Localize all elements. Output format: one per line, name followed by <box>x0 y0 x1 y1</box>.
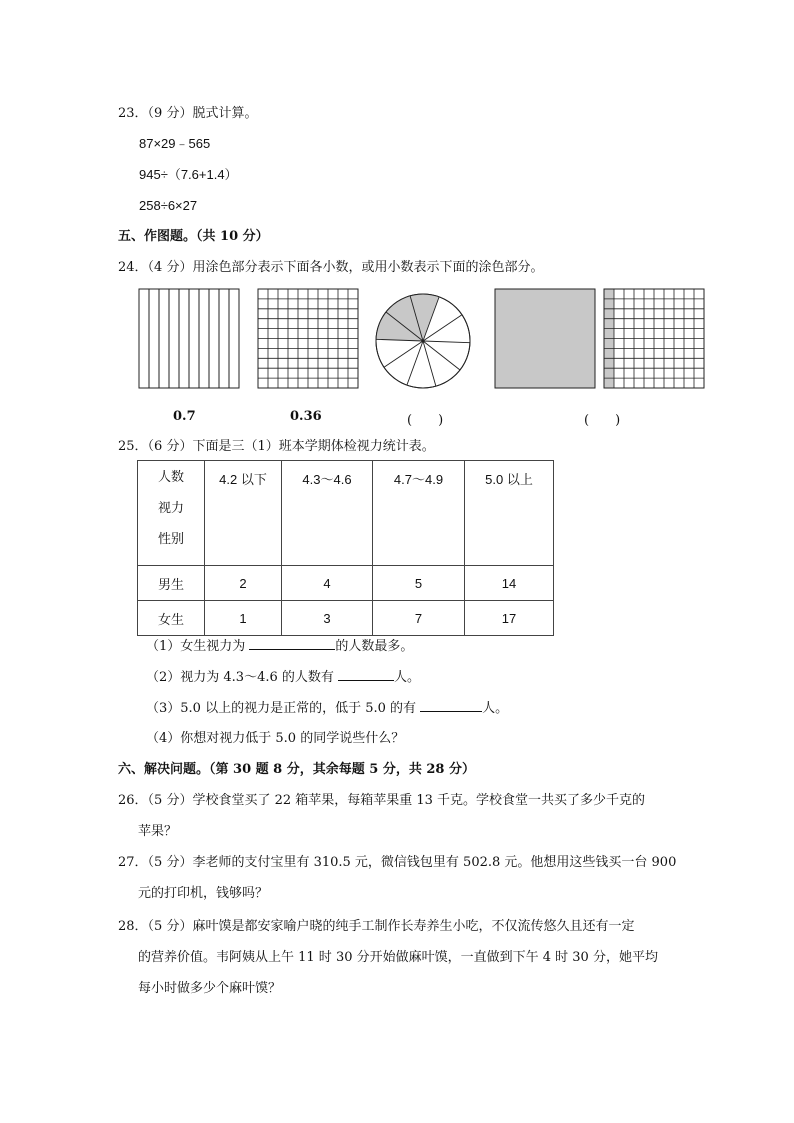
corner-label-vision: 视力 <box>157 500 184 515</box>
corner-label-gender: 性别 <box>157 531 184 546</box>
q23-item-1: 87×29﹣565 <box>139 136 211 151</box>
table-cell: 17 <box>465 601 554 636</box>
q23-item-2: 945÷（7.6+1.4） <box>139 167 238 182</box>
q24-label-2: 0.36 <box>290 409 322 424</box>
answer-blank[interactable] <box>420 699 482 712</box>
column-header: 5.0 以上 <box>465 461 554 566</box>
q27-line-1: 27．（5 分）李老师的支付宝里有 310.5 元，微信钱包里有 502.8 元。他想用这些钱买一台 900 <box>118 855 677 870</box>
table-row <box>138 566 554 601</box>
vision-table <box>137 460 554 636</box>
q28-line-1: 28．（5 分）麻叶馍是都安家喻户晓的纯手工制作长寿养生小吃，不仅流传悠久且还有一定 <box>118 919 635 934</box>
q25-title: 25．（6 分）下面是三（1）班本学期体检视力统计表。 <box>118 439 435 454</box>
table-cell: 3 <box>282 601 373 636</box>
table-cell: 14 <box>465 566 554 601</box>
answer-blank[interactable] <box>338 668 394 681</box>
table-cell: 2 <box>205 566 282 601</box>
column-header: 4.7～4.9 <box>373 461 465 566</box>
table-cell: 4 <box>282 566 373 601</box>
table-cell: 7 <box>373 601 465 636</box>
row-label: 男生 <box>138 566 205 601</box>
section-6-title: 六、解决问题。（第 30 题 8 分，其余每题 5 分，共 28 分） <box>118 762 475 777</box>
table-cell: 1 <box>205 601 282 636</box>
q24-answer-blank-2[interactable]: ( ) <box>584 413 621 428</box>
table-row <box>138 601 554 636</box>
q24-label-1: 0.7 <box>173 409 196 424</box>
q26-line-2: 苹果？ <box>138 824 178 839</box>
column-header: 4.2 以下 <box>205 461 282 566</box>
answer-blank[interactable] <box>249 637 335 650</box>
row-label: 女生 <box>138 601 205 636</box>
q25-sub-2: （2）视力为 4.3～4.6 的人数有 人。 <box>146 670 421 685</box>
q26-line-1: 26．（5 分）学校食堂买了 22 箱苹果，每箱苹果重 13 千克。学校食堂一共买了多少千克的 <box>118 793 646 808</box>
q24-title: 24．（4 分）用涂色部分表示下面各小数，或用小数表示下面的涂色部分。 <box>118 260 544 275</box>
figure-tenths-strip <box>138 288 240 389</box>
q23-item-3: 258÷6×27 <box>139 198 198 213</box>
figure-hundred-grid-b <box>603 288 705 389</box>
figure-shaded-square <box>494 288 596 389</box>
q28-line-2: 的营养价值。韦阿姨从上午 11 时 30 分开始做麻叶馍，一直做到下午 4 时 30 分，她平均 <box>138 950 658 965</box>
table-corner-header <box>138 461 205 566</box>
figure-hundred-grid-a <box>257 288 359 389</box>
q25-sub-4: （4）你想对视力低于 5.0 的同学说些什么？ <box>146 731 405 746</box>
corner-label-count: 人数 <box>157 469 184 484</box>
q28-line-3: 每小时做多少个麻叶馍？ <box>138 981 282 996</box>
q27-line-2: 元的打印机，钱够吗？ <box>138 886 269 901</box>
section-5-title: 五、作图题。（共 10 分） <box>118 229 269 244</box>
q24-answer-blank-1[interactable]: ( ) <box>407 413 444 428</box>
column-header: 4.3～4.6 <box>282 461 373 566</box>
q25-sub-1: （1）女生视力为 的人数最多。 <box>146 639 414 654</box>
q25-sub-3: （3）5.0 以上的视力是正常的，低于 5.0 的有 人。 <box>146 701 509 716</box>
q23-title: 23．（9 分）脱式计算。 <box>118 106 258 121</box>
figure-circle-tenths <box>374 292 472 390</box>
table-cell: 5 <box>373 566 465 601</box>
